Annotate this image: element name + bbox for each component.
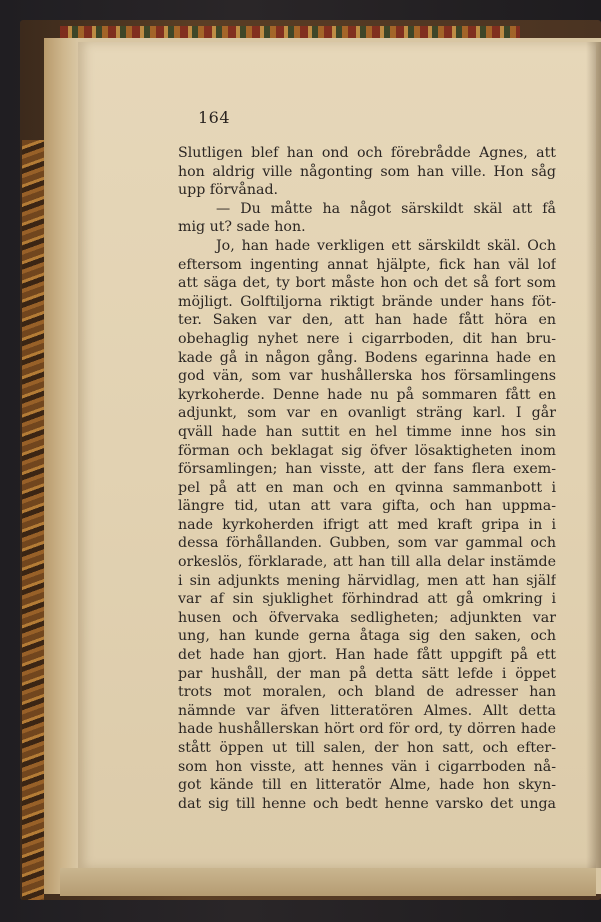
text-line: par hushåll, der man på detta sätt lefde i öppet <box>178 665 556 682</box>
text-line: hon aldrig ville någonting som han ville. Hon såg <box>178 163 556 180</box>
text-line: det hade han gjort. Han hade fått uppgift på ett <box>178 647 556 664</box>
text-line: pel på att en man och en qvinna sammanbott i <box>178 479 556 496</box>
text-line: var af sin sjuklighet förhindrad att gå omkring i <box>178 591 556 608</box>
text-line: qväll hade han suttit en hel timme inne hos sin <box>178 423 556 440</box>
text-line: församlingen; han visste, att der fans flera exem- <box>178 461 556 478</box>
page-bottom-edge <box>60 868 596 896</box>
text-line: som hon visste, att hennes vän i cigarrboden nå- <box>178 758 556 775</box>
text-line: ter. Saken var den, att han hade fått höra en <box>178 312 556 329</box>
text-line: adjunkt, som var en ovanligt sträng karl. I går <box>178 405 556 422</box>
text-line: dat sig till henne och bedt henne varsko det unga <box>178 795 556 812</box>
text-line: Jo, han hade verkligen ett särskildt skäl. Och <box>216 237 556 254</box>
text-line: upp förvånad. <box>178 182 279 199</box>
text-line: mig ut? sade hon. <box>178 219 306 236</box>
marbled-top-edge <box>60 26 520 38</box>
text-line: nämnde var äfven litteratören Almes. Allt detta <box>178 702 556 719</box>
text-line: — Du måtte ha något särskildt skäl att få <box>216 200 556 217</box>
text-line: nade kyrkoherden ifrigt att med kraft gripa in i <box>178 516 556 533</box>
text-line: orkeslös, förklarade, att han till alla delar instämde <box>178 554 556 571</box>
page-right-shadow <box>586 42 601 868</box>
text-line: hade hushållerskan hört ord för ord, ty dörren hade <box>178 721 556 738</box>
body-text <box>178 144 556 813</box>
text-line: kade gå in någon gång. Bodens egarinna hade en <box>178 349 556 366</box>
marbled-side-edge <box>22 140 44 900</box>
text-line: att säga det, ty bort måste hon och det så fort som <box>178 275 556 292</box>
text-line: längre tid, utan att vara gifta, och han uppma- <box>178 498 556 515</box>
text-line: got kände till en litteratör Alme, hade hon skyn- <box>178 777 556 794</box>
text-line: ung, han kunde gerna åtaga sig den saken, och <box>178 628 556 645</box>
text-line: Slutligen blef han ond och förebrådde Agnes, att <box>178 145 556 161</box>
text-line: möjligt. Golftiljorna riktigt brände under hans föt- <box>178 293 556 310</box>
text-line: i sin adjunkts mening härvidlag, men att han själf <box>178 572 556 589</box>
page-number: 164 <box>198 108 231 127</box>
text-line: förman och beklagat sig öfver lösaktigheten inom <box>178 442 556 459</box>
text-line: kyrkoherde. Denne hade nu på sommaren fått en <box>178 386 556 403</box>
text-line: stått öppen ut till salen, der hon satt, och efter- <box>178 740 556 756</box>
text-line: husen och öfvervaka sedligheten; adjunkten var <box>178 609 556 626</box>
text-line: eftersom ingenting annat hjälpte, fick han väl lof <box>178 256 556 273</box>
text-line: obehaglig nyhet nere i cigarrboden, dit han bru- <box>178 330 556 347</box>
text-line: trots mot moralen, och bland de adresser han <box>178 684 556 701</box>
page-gutter <box>44 38 78 894</box>
text-line: dessa förhållanden. Gubben, som var gammal och <box>178 535 556 552</box>
text-line: god vän, som var hushållerska hos församlingens <box>178 368 556 385</box>
